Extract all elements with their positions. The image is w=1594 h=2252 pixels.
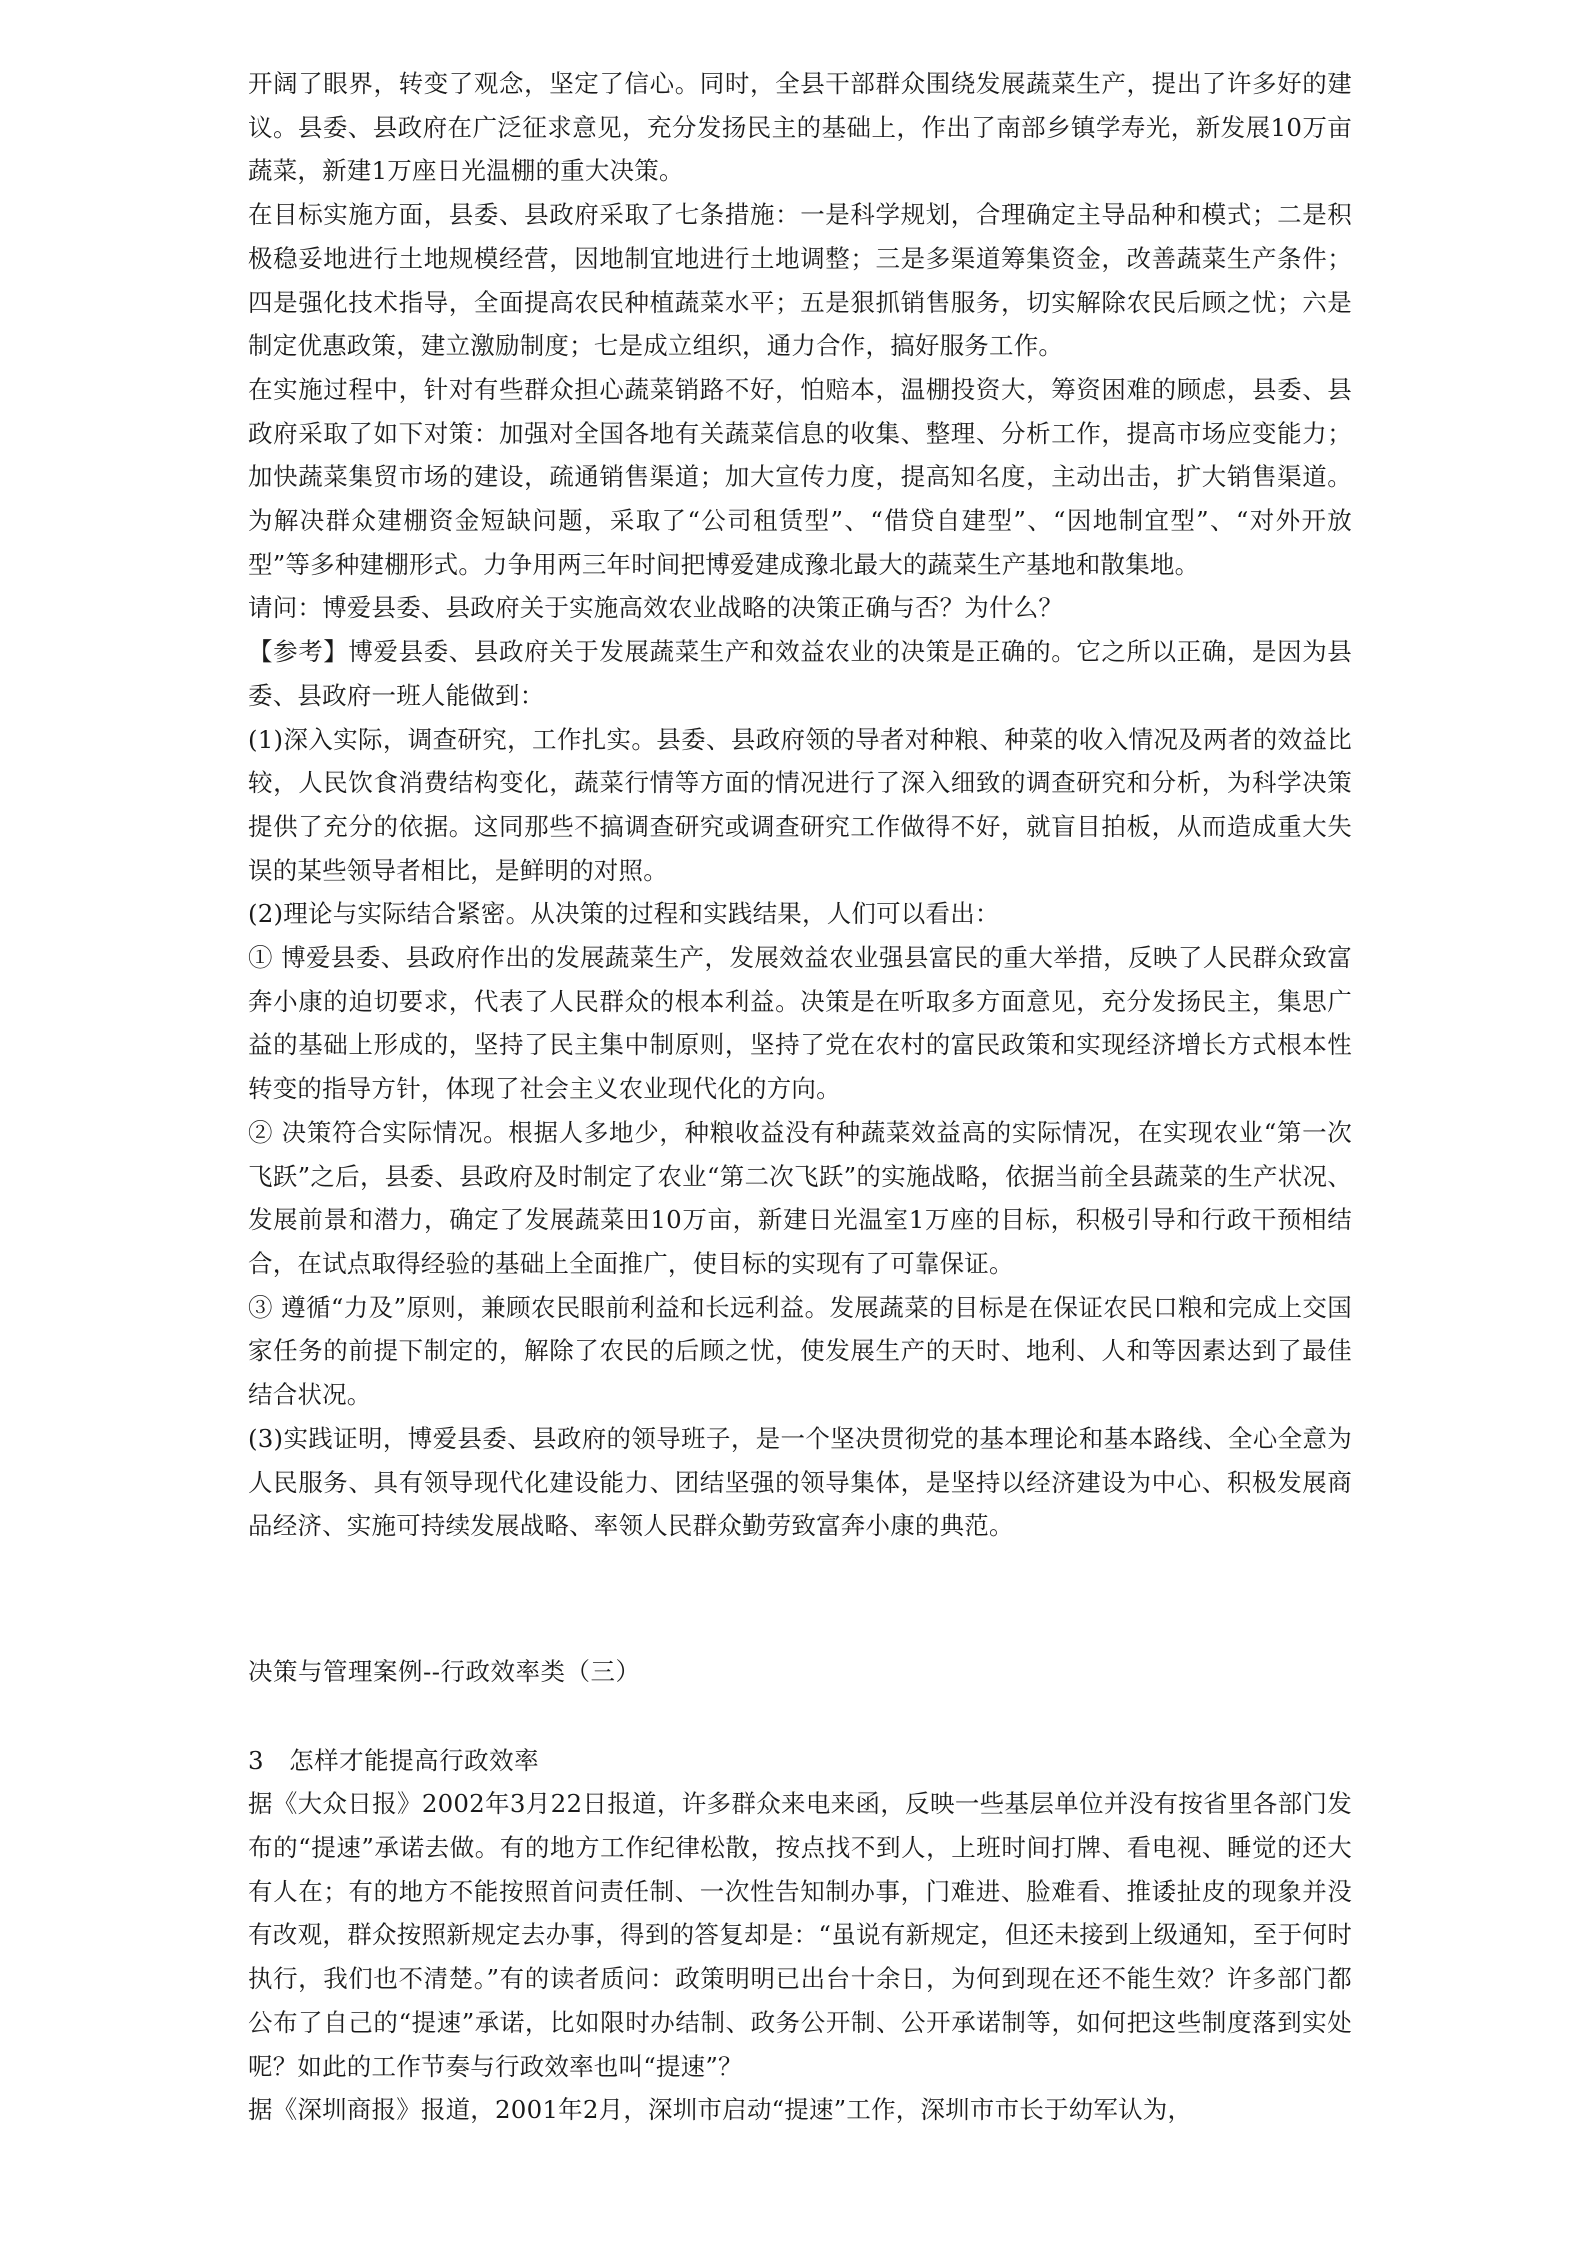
reference-answer-paragraph: 【参考】博爱县委、县政府关于发展蔬菜生产和效益农业的决策是正确的。它之所以正确，是因为县委、县政府一班人能做到： xyxy=(248,637,1352,710)
paragraph: 开阔了眼界，转变了观念，坚定了信心。同时，全县干部群众围绕发展蔬菜生产，提出了许多好的建议。县委、县政府在广泛征求意见，充分发扬民主的基础上，作出了南部乡镇学寿光，新发展10万亩蔬菜，新建1万座日光温棚的重大决策。 xyxy=(248,69,1352,186)
paragraph: 据《深圳商报》报道，2001年2月，深圳市启动“提速”工作，深圳市市长于幼军认为， xyxy=(248,2095,1193,2125)
paragraph: ② 决策符合实际情况。根据人多地少，种粮收益没有种蔬菜效益高的实际情况，在实现农业“第一次飞跃”之后，县委、县政府及时制定了农业“第二次飞跃”的实施战略，依据当前全县蔬菜的生产状况、发展前景和潜力，确定了发展蔬菜田10万亩，新建日光温室1万座的目标，积极引导和行政干预相结合，在试点取得经验的基础上全面推广，使目标的实现有了可靠保证。 xyxy=(248,1117,1352,1278)
paragraph: (2)理论与实际结合紧密。从决策的过程和实践结果，人们可以看出： xyxy=(248,899,1000,929)
question-paragraph: 请问：博爱县委、县政府关于实施高效农业战略的决策正确与否？为什么？ xyxy=(248,593,1064,623)
document-body xyxy=(248,62,1352,2132)
section-spacer xyxy=(248,1548,1352,1650)
paragraph: (1)深入实际，调查研究，工作扎实。县委、县政府领的导者对种粮、种菜的收入情况及两者的效益比较，人民饮食消费结构变化，蔬菜行情等方面的情况进行了深入细致的调查研究和分析，为科学决策提供了充分的依据。这同那些不搞调查研究或调查研究工作做得不好，就盲目拍板，从而造成重大失误的某些领导者相比，是鲜明的对照。 xyxy=(248,724,1352,885)
paragraph: 在目标实施方面，县委、县政府采取了七条措施：一是科学规划，合理确定主导品种和模式；二是积极稳妥地进行土地规模经营，因地制宜地进行土地调整；三是多渠道筹集资金，改善蔬菜生产条件；四是强化技术指导，全面提高农民种植蔬菜水平；五是狠抓销售服务，切实解除农民后顾之忧；六是制定优惠政策，建立激励制度；七是成立组织，通力合作，搞好服务工作。 xyxy=(248,200,1352,361)
paragraph: ③ 遵循“力及”原则，兼顾农民眼前利益和长远利益。发展蔬菜的目标是在保证农民口粮和完成上交国家任务的前提下制定的，解除了农民的后顾之忧，使发展生产的天时、地利、人和等因素达到了最佳结合状况。 xyxy=(248,1292,1352,1410)
section-title: 决策与管理案例--行政效率类（三） xyxy=(248,1656,641,1686)
paragraph: 在实施过程中，针对有些群众担心蔬菜销路不好，怕赔本，温棚投资大，筹资困难的顾虑，县委、县政府采取了如下对策：加强对全国各地有关蔬菜信息的收集、整理、分析工作，提高市场应变能力；加快蔬菜集贸市场的建设，疏通销售渠道；加大宣传力度，提高知名度，主动出击，扩大销售渠道。为解决群众建棚资金短缺问题，采取了“公司租赁型”、“借贷自建型”、“因地制宜型”、“对外开放型”等多种建棚形式。力争用两三年时间把博爱建成豫北最大的蔬菜生产基地和散集地。 xyxy=(248,374,1352,579)
section-spacer xyxy=(248,1694,1352,1739)
case-title: 3 怎样才能提高行政效率 xyxy=(248,1745,540,1775)
paragraph: (3)实践证明，博爱县委、县政府的领导班子，是一个坚决贯彻党的基本理论和基本路线、全心全意为人民服务、具有领导现代化建设能力、团结坚强的领导集体，是坚持以经济建设为中心、积极发展商品经济、实施可持续发展战略、率领人民群众勤劳致富奔小康的典范。 xyxy=(248,1423,1352,1541)
paragraph: 据《大众日报》2002年3月22日报道，许多群众来电来函，反映一些基层单位并没有按省里各部门发布的“提速”承诺去做。有的地方工作纪律松散，按点找不到人，上班时间打牌、看电视、睡觉的还大有人在；有的地方不能按照首问责任制、一次性告知制办事，门难进、脸难看、推诿扯皮的现象并没有改观，群众按照新规定去办事，得到的答复却是：“虽说有新规定，但还未接到上级通知，至于何时执行，我们也不清楚。”有的读者质问：政策明明已出台十余日，为何到现在还不能生效？许多部门都公布了自己的“提速”承诺，比如限时办结制、政务公开制、公开承诺制等，如何把这些制度落到实处呢？如此的工作节奏与行政效率也叫“提速”？ xyxy=(248,1789,1352,2081)
paragraph: ① 博爱县委、县政府作出的发展蔬菜生产，发展效益农业强县富民的重大举措，反映了人民群众致富奔小康的迫切要求，代表了人民群众的根本利益。决策是在听取多方面意见，充分发扬民主，集思广益的基础上形成的，坚持了民主集中制原则，坚持了党在农村的富民政策和实现经济增长方式根本性转变的指导方针，体现了社会主义农业现代化的方向。 xyxy=(248,943,1352,1104)
